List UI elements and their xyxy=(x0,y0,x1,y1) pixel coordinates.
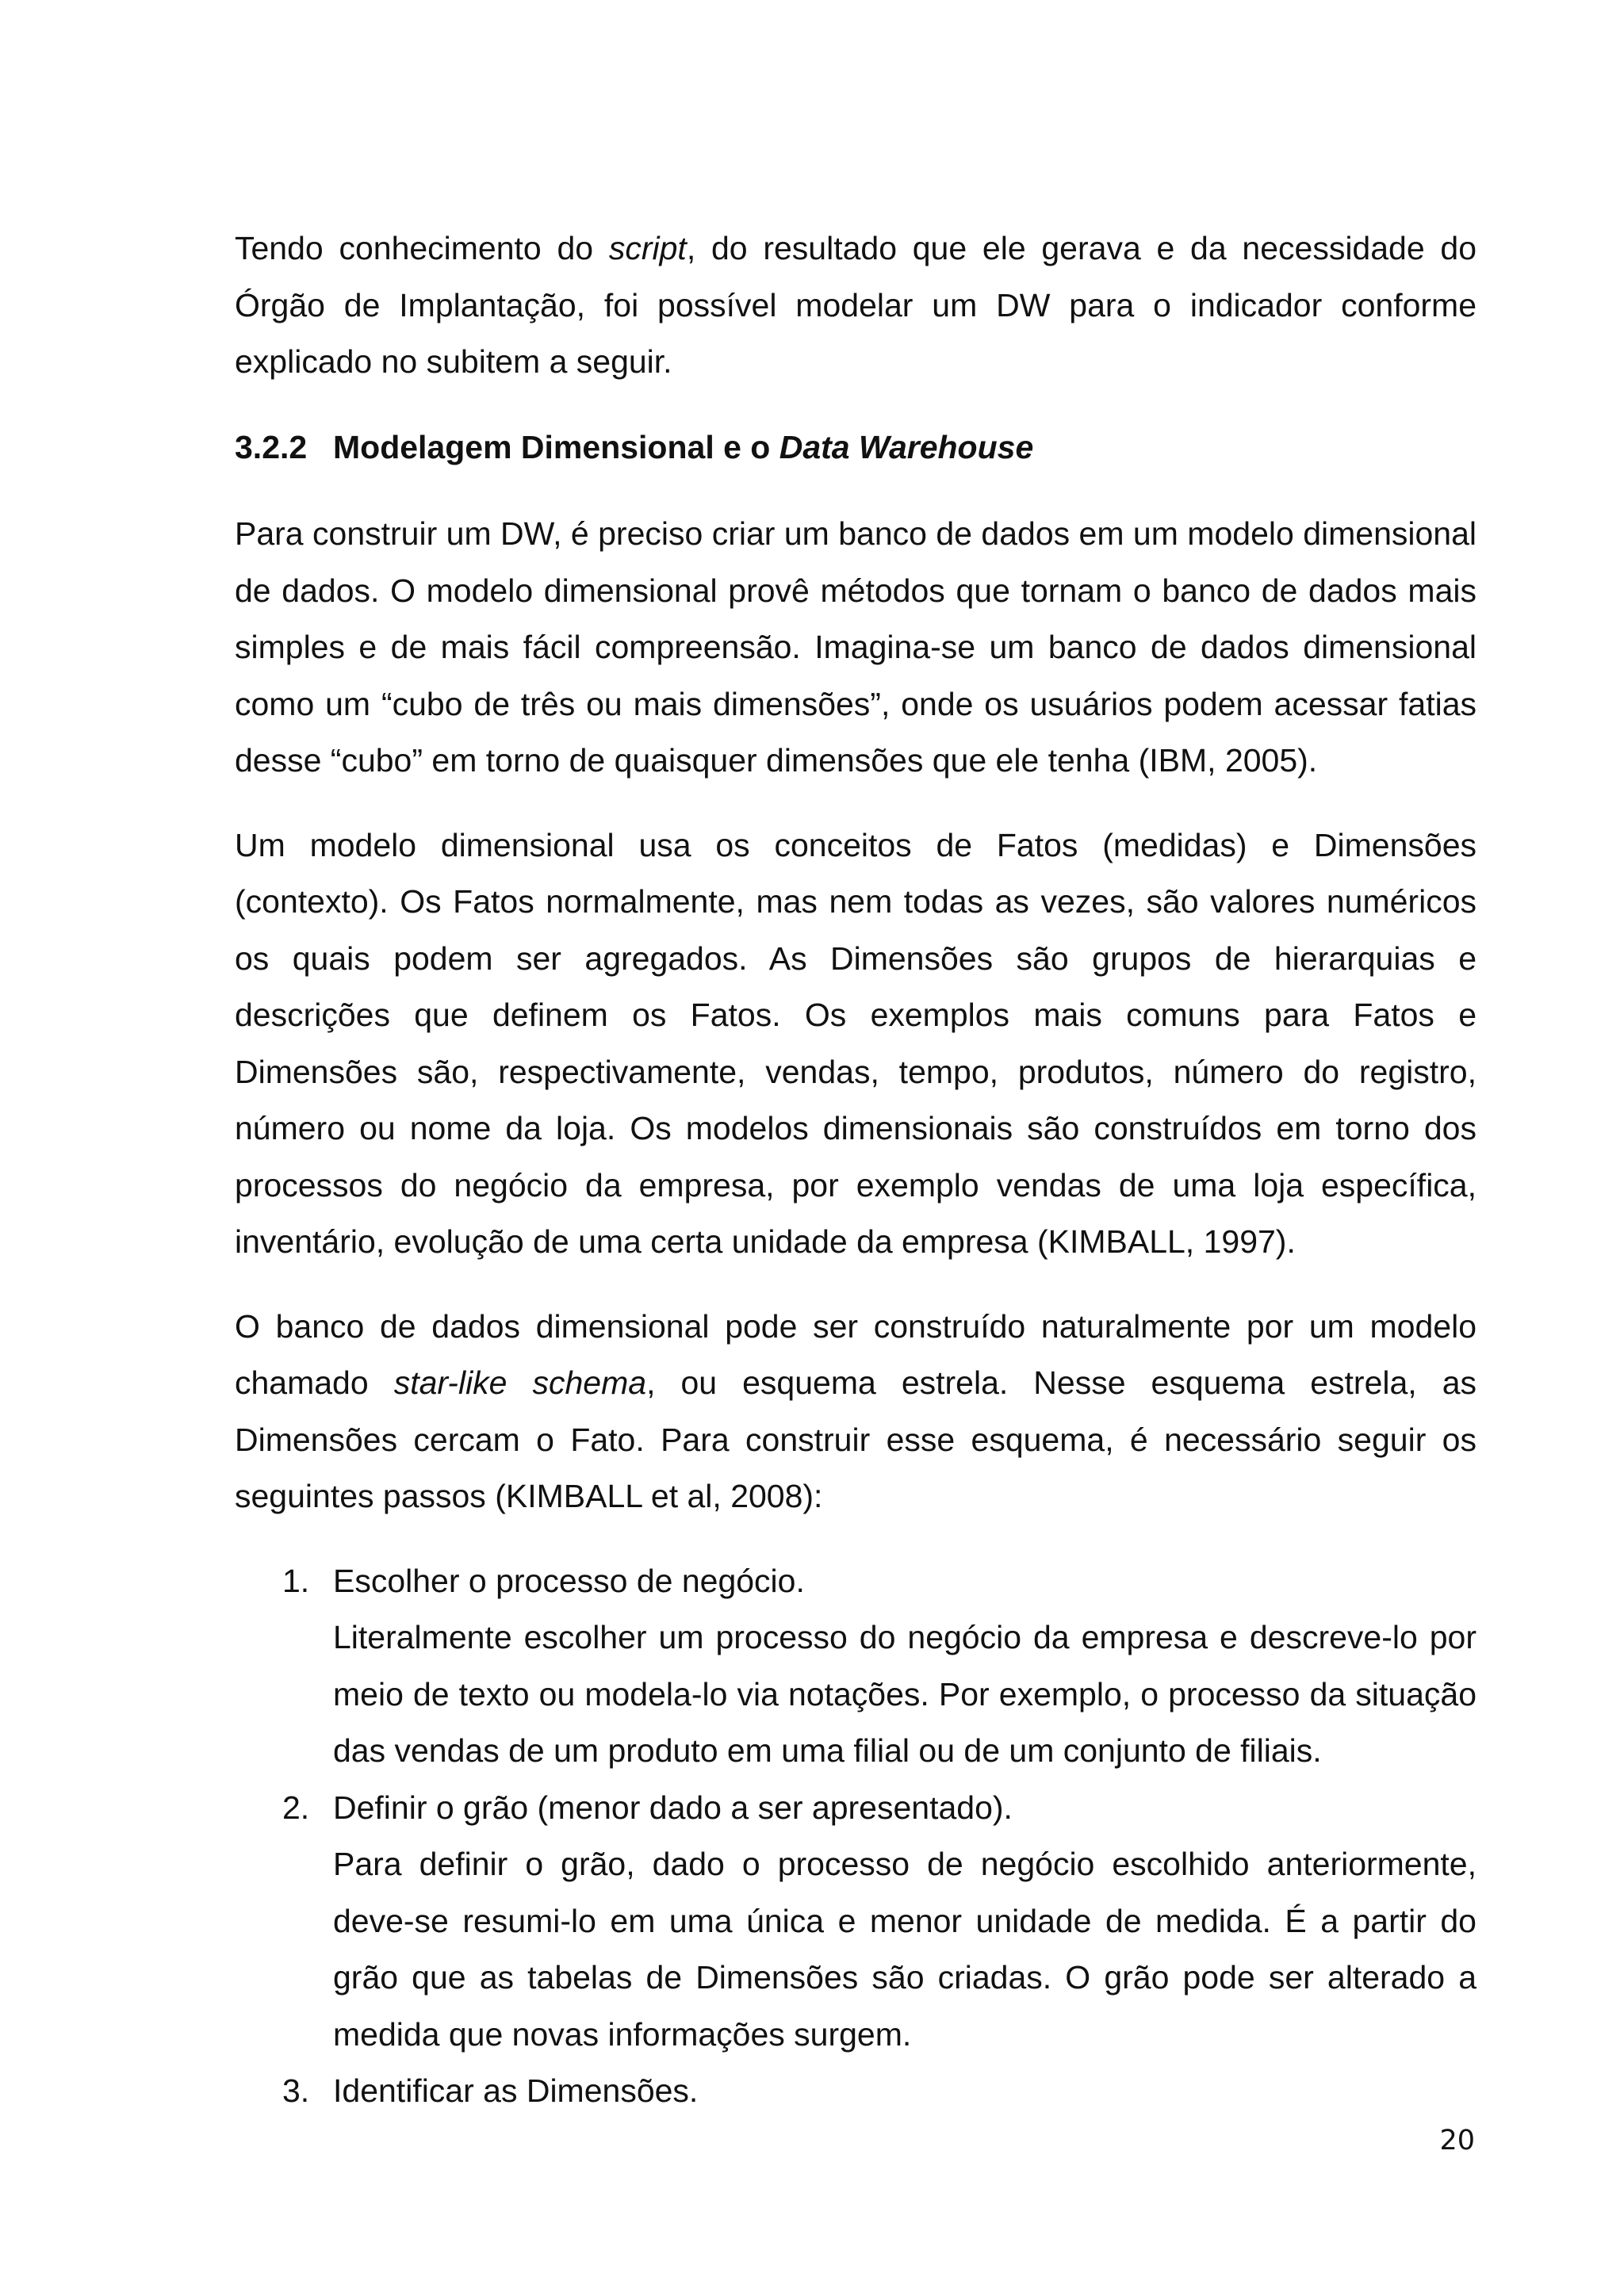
paragraph-dimensional-model: Para construir um DW, é preciso criar um banco de dados em um modelo dimensional de dados. O modelo dimensional provê métodos que tornam o banco de dados mais simples e de mais fácil compreensão. Imagina-se um banco de dados dimensional como um “cubo de três ou mais dimensões”, onde os usuários podem acessar fatias desse “cubo” em torno de quaisquer dimensões que ele tenha (IBM, 2005). xyxy=(235,515,1477,779)
page-body xyxy=(235,220,1477,2120)
star-schema-term: star-like schema xyxy=(393,1364,647,1401)
paragraph-facts-dimensions: Um modelo dimensional usa os conceitos de Fatos (medidas) e Dimensões (contexto). Os Fatos normalmente, mas nem todas as vezes, são valores numéricos os quais podem ser agregados. As Dimensões são grupos de hierarquias e descrições que definem os Fatos. Os exemplos mais comuns para Fatos e Dimensões são, respectivamente, vendas, tempo, produtos, número do registro, número ou nome da loja. Os modelos dimensionais são construídos em torno dos processos do negócio da empresa, por exemplo vendas de uma loja específica, inventário, evolução de uma certa unidade da empresa (KIMBALL, 1997). xyxy=(235,826,1477,1260)
paragraph-star-schema: O banco de dados dimensional pode ser construído naturalmente por um modelo chamado star-like schema, ou esquema estrela. Nesse esquema estrela, as Dimensões cercam o Fato. Para construir esse esquema, é necessário seguir os seguintes passos (KIMBALL et al, 2008): xyxy=(235,1307,1477,1514)
list-item: 1. Escolher o processo de negócio. Literalmente escolher um processo do negócio da empresa e descreve-lo por meio de texto ou modela-lo via notações. Por exemplo, o processo da situação das vendas de um produto em uma filial ou de um conjunto de filiais. xyxy=(235,1553,1477,1780)
list-item: 3. Identificar as Dimensões. xyxy=(235,2063,1477,2120)
steps-list xyxy=(235,1553,1477,2120)
step-title: Definir o grão (menor dado a ser apresentado). xyxy=(333,1789,1013,1826)
step-description: Literalmente escolher um processo do negócio da empresa e descreve-lo por meio de texto ou modela-lo via notações. Por exemplo, o processo da situação das vendas de um produto em uma filial ou de um conjunto de filiais. xyxy=(333,1619,1477,1769)
section-heading xyxy=(235,419,1477,476)
step-title: Escolher o processo de negócio. xyxy=(333,1562,805,1599)
step-title: Identificar as Dimensões. xyxy=(333,2072,699,2109)
section-number: 3.2.2 xyxy=(235,428,308,465)
script-term: script xyxy=(608,230,687,266)
page-number: 20 xyxy=(1439,2125,1475,2156)
section-title: Modelagem Dimensional e o Data Warehouse xyxy=(333,428,1034,465)
intro-paragraph: Tendo conhecimento do script, do resultado que ele gerava e da necessidade do Órgão de Implantação, foi possível modelar um DW para o indicador conforme explicado no subitem a seguir. xyxy=(235,230,1477,380)
step-description: Para definir o grão, dado o processo de negócio escolhido anteriormente, deve-se resumi-lo em uma única e menor unidade de medida. É a partir do grão que as tabelas de Dimensões são criadas. O grão pode ser alterado a medida que novas informações surgem. xyxy=(333,1846,1477,2053)
list-item: 2. Definir o grão (menor dado a ser apresentado). Para definir o grão, dado o processo de negócio escolhido anteriormente, deve-se resumi-lo em uma única e menor unidade de medida. É a partir do grão que as tabelas de Dimensões são criadas. O grão pode ser alterado a medida que novas informações surgem. xyxy=(235,1780,1477,2064)
